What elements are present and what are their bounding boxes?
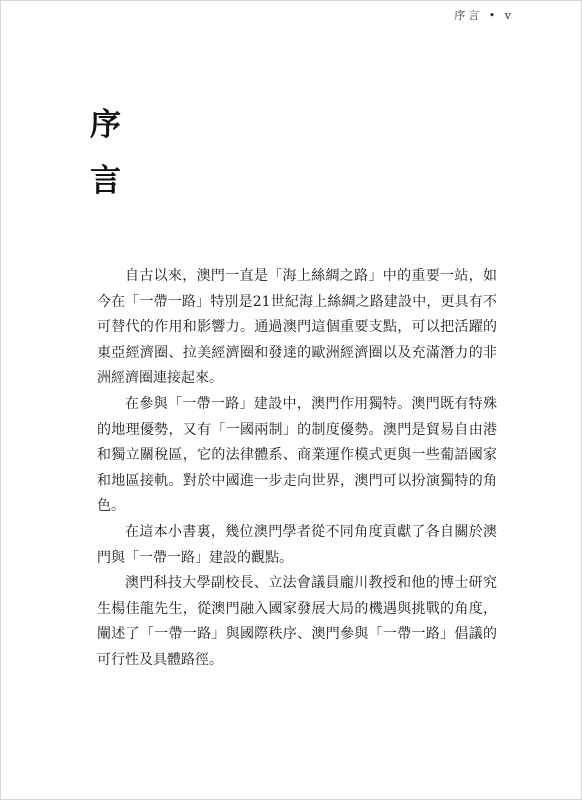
paragraph: 澳門科技大學副校長、立法會議員龐川教授和他的博士研究生楊佳龍先生，從澳門融入國家發展大局的機遇與挑戰的角度，闡述了「一帶一路」與國際秩序、澳門參與「一帶一路」倡議的可行性及具體路徑。 xyxy=(97,575,497,668)
paragraph: 在參與「一帶一路」建設中，澳門作用獨特。澳門既有特殊的地理優勢，又有「一國兩制」的制度優勢。澳門是貿易自由港和獨立關稅區，它的法律體系、商業運作模式更與一些葡語國家和地區接軌。對於中國進一步走向世界，澳門可以扮演獨特的角色。 xyxy=(97,395,497,515)
paragraph: 在這本小書裏，幾位澳門學者從不同角度貢獻了各自關於澳門與「一帶一路」建設的觀點。 xyxy=(97,523,497,566)
running-header: 序言 • v xyxy=(454,9,514,22)
body-text xyxy=(97,264,497,674)
chapter-title-line-2: 言 xyxy=(90,163,121,199)
paragraph: 自古以來，澳門一直是「海上絲綢之路」中的重要一站，如今在「一帶一路」特別是21世紀海上絲綢之路建設中，更具有不可替代的作用和影響力。通過澳門這個重要支點，可以把活躍的東亞經濟圈、拉美經濟圈和發達的歐洲經濟圈以及充滿潛力的非洲經濟圈連接起來。 xyxy=(97,268,497,387)
chapter-title-line-1: 序 xyxy=(90,107,121,143)
